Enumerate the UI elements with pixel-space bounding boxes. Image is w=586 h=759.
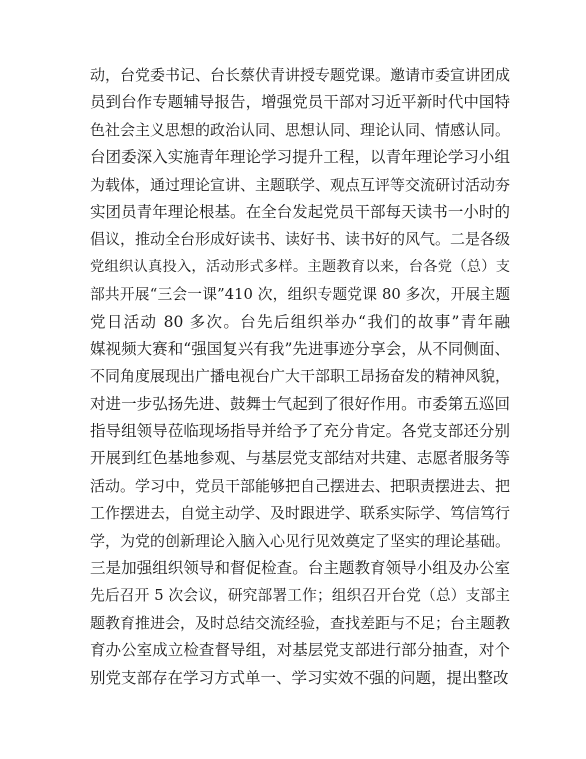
text-line: 为载体，通过理论宣讲、主题联学、观点互评等交流研讨活动夯 <box>90 175 511 194</box>
text-line: 活动。学习中，党员干部能够把自己摆进去、把职责摆进去、把 <box>90 476 511 495</box>
text-line: 三是加强组织领导和督促检查。台主题教育领导小组及办公室 <box>90 559 510 578</box>
text-line: 先后召开 5 次会议，研究部署工作；组织召开台党（总）支部主 <box>90 587 510 605</box>
text-line: 指导组领导莅临现场指导并给予了充分肯定。各党支部还分别 <box>90 422 510 441</box>
text-line: 开展到红色基地参观、与基层党支部结对共建、志愿者服务等 <box>90 449 510 468</box>
text-line: 媒视频大赛和“强国复兴有我”先进事迹分享会，从不同侧面、 <box>90 339 510 358</box>
text-line: 对进一步弘扬先进、鼓舞士气起到了很好作用。市委第五巡回 <box>90 394 510 413</box>
text-line: 实团员青年理论根基。在全台发起党员干部每天读书一小时的 <box>90 202 510 221</box>
text-line: 党组织认真投入，活动形式多样。主题教育以来，台各党（总）支 <box>90 258 510 275</box>
text-line: 色社会主义思想的政治认同、思想认同、理论认同、情感认同。 <box>90 120 511 139</box>
text-line: 倡议，推动全台形成好读书、读好书、读书好的风气。二是各级 <box>90 230 511 249</box>
text-line: 工作摆进去，自觉主动学、及时跟进学、联系实际学、笃信笃行 <box>90 504 511 523</box>
text-line: 员到台作专题辅导报告，增强党员干部对习近平新时代中国特 <box>90 93 510 112</box>
text-line: 部共开展“三会一课”410 次，组织专题党课 80 多次，开展主题 <box>90 286 510 304</box>
text-line: 党日活动 80 多次。台先后组织举办“我们的故事”青年融 <box>90 312 510 331</box>
text-line: 动，台党委书记、台长蔡伏青讲授专题党课。邀请市委宣讲团成 <box>90 66 511 84</box>
text-line: 题教育推进会，及时总结交流经验，查找差距与不足；台主题教 <box>90 613 511 632</box>
text-line: 育办公室成立检查督导组，对基层党支部进行部分抽查，对个 <box>90 641 510 660</box>
text-line: 台团委深入实施青年理论学习提升工程，以青年理论学习小组 <box>90 148 510 167</box>
text-line: 别党支部存在学习方式单一、学习实效不强的问题，提出整改 <box>90 668 509 687</box>
text-line: 不同角度展现出广播电视台广大干部职工昂扬奋发的精神风貌， <box>90 367 511 386</box>
body-text <box>90 62 510 692</box>
text-line: 学，为党的创新理论入脑入心见行见效奠定了坚实的理论基础。 <box>90 531 511 550</box>
